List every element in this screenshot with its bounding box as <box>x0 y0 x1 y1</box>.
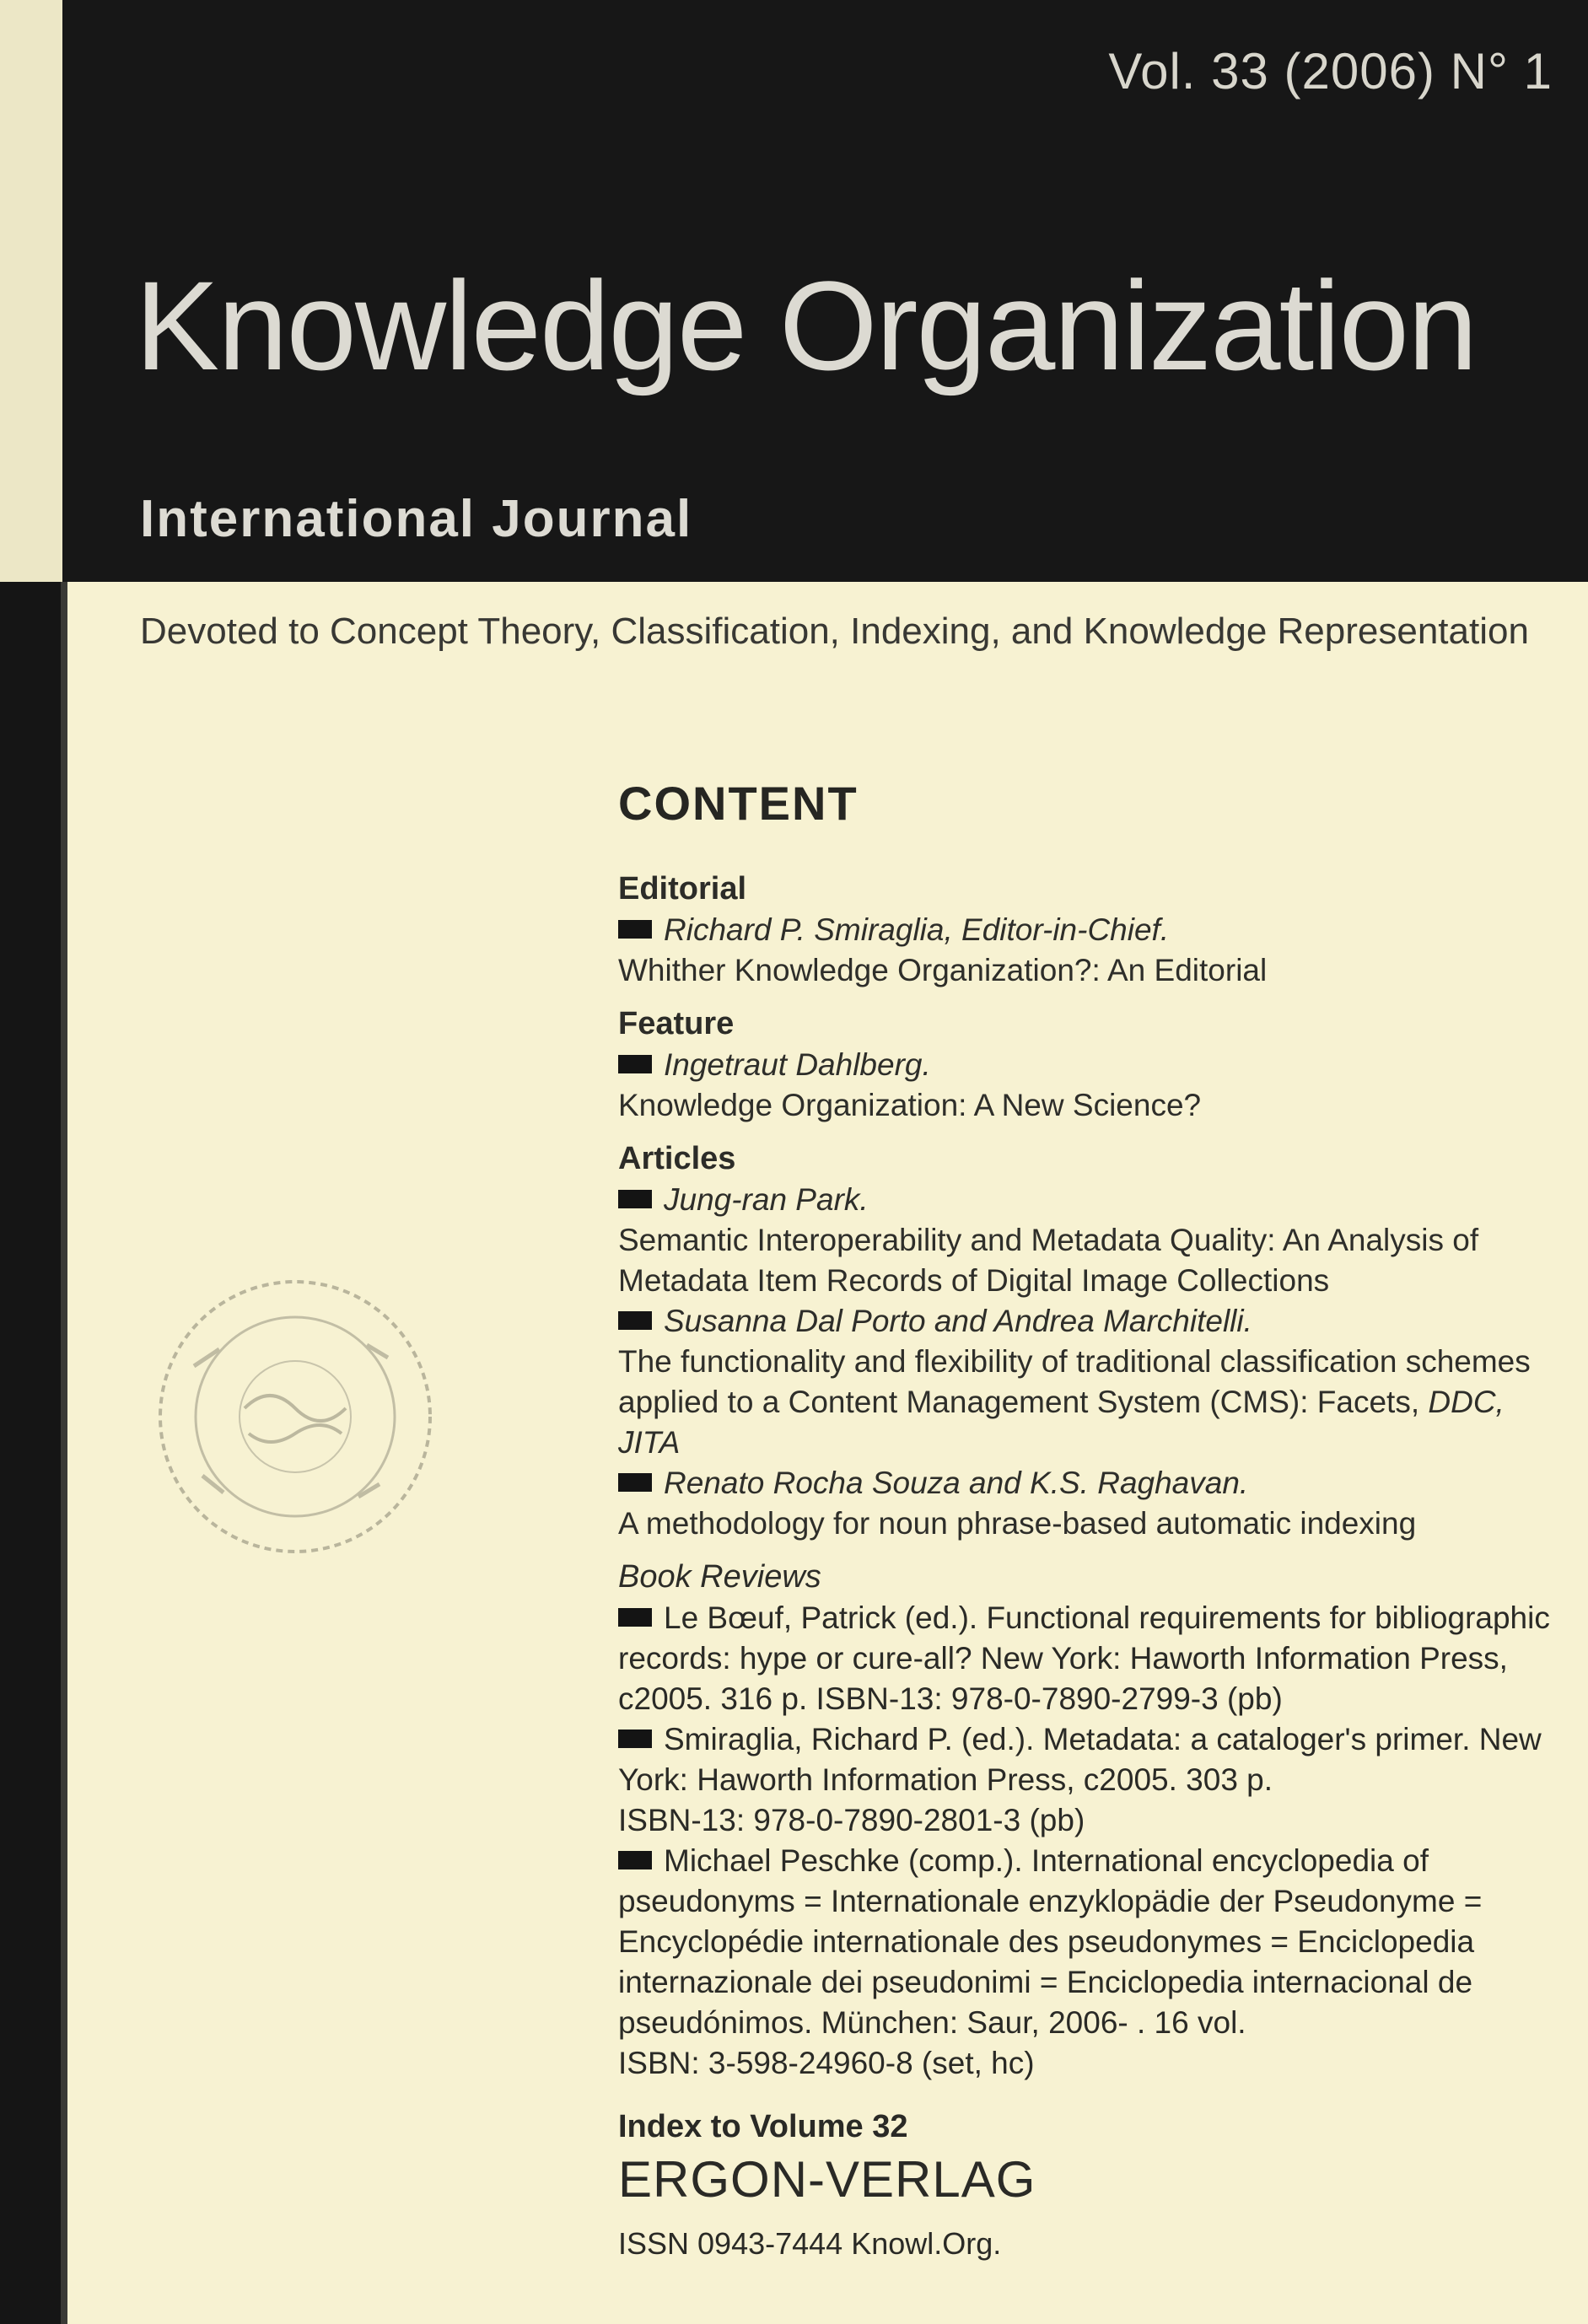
bullet-icon <box>618 1055 652 1073</box>
author-name: Susanna Dal Porto and Andrea Marchitelli. <box>664 1304 1252 1338</box>
cover-header <box>62 0 1588 582</box>
review-line <box>618 1598 1571 1638</box>
section-title: Book Reviews <box>618 1559 821 1595</box>
review-line: Encyclopédie internationale des pseudonymes = Enciclopedia <box>618 1924 1475 1959</box>
publisher-name: ERGON-VERLAG <box>618 2151 1036 2208</box>
bullet-icon <box>618 1190 652 1208</box>
bullet-icon <box>618 1851 652 1869</box>
entry-title: Whither Knowledge Organization?: An Editorial <box>618 953 1268 987</box>
section-feature <box>618 1003 1571 1126</box>
entry-title: Semantic Interoperability and Metadata Quality: An Analysis of <box>618 1223 1479 1257</box>
section-editorial <box>618 868 1571 991</box>
review-line: pseudónimos. München: Saur, 2006- . 16 vol. <box>618 2005 1246 2040</box>
entry-title: A methodology for noun phrase-based automatic indexing <box>618 1506 1417 1541</box>
stamp-icon <box>143 1265 447 1568</box>
scan-edge-dark <box>0 582 67 2324</box>
journal-tagline: Devoted to Concept Theory, Classification, Indexing, and Knowledge Representation <box>140 611 1529 652</box>
content-heading: CONTENT <box>618 777 859 830</box>
section-title: Feature <box>618 1006 735 1041</box>
author-name: Richard P. Smiraglia, Editor-in-Chief. <box>664 912 1170 947</box>
review-line <box>618 1719 1571 1760</box>
review-line: c2005. 316 p. ISBN-13: 978-0-7890-2799-3 (pb) <box>618 1681 1283 1716</box>
entry-title-text: applied to a Content Management System (CMS): Facets, <box>618 1385 1429 1419</box>
entry-title: Metadata Item Records of Digital Image Collections <box>618 1263 1330 1298</box>
bullet-icon <box>618 1608 652 1627</box>
review-text: Michael Peschke (comp.). International encyclopedia of <box>664 1843 1429 1878</box>
entry-author <box>618 1463 1571 1504</box>
journal-title: Knowledge Organization <box>135 255 1477 396</box>
section-articles <box>618 1138 1571 1544</box>
bullet-icon <box>618 920 652 939</box>
review-line <box>618 1841 1571 1881</box>
entry-author <box>618 1045 1571 1085</box>
bullet-icon <box>618 1473 652 1492</box>
section-book-reviews <box>618 1556 1571 2084</box>
entry-title: The functionality and flexibility of traditional classification schemes <box>618 1344 1531 1379</box>
review-line: ISBN: 3-598-24960-8 (set, hc) <box>618 2046 1035 2080</box>
author-name: Renato Rocha Souza and K.S. Raghavan. <box>664 1466 1249 1500</box>
section-title: Editorial <box>618 871 747 906</box>
library-stamp <box>143 1265 447 1568</box>
review-line: York: Haworth Information Press, c2005. 303 p. <box>618 1762 1273 1797</box>
author-name: Jung-ran Park. <box>664 1182 869 1217</box>
review-line: ISBN-13: 978-0-7890-2801-3 (pb) <box>618 1803 1085 1837</box>
review-text: Le Bœuf, Patrick (ed.). Functional requirements for bibliographic <box>664 1600 1550 1635</box>
section-title: Articles <box>618 1141 736 1176</box>
entry-author <box>618 1301 1571 1342</box>
author-name: Ingetraut Dahlberg. <box>664 1047 931 1082</box>
review-line: records: hype or cure-all? New York: Haworth Information Press, <box>618 1641 1508 1676</box>
entry-author <box>618 910 1571 950</box>
entry-title: Knowledge Organization: A New Science? <box>618 1088 1202 1122</box>
review-text: Smiraglia, Richard P. (ed.). Metadata: a cataloger's primer. New <box>664 1722 1542 1756</box>
volume-number: Vol. 33 (2006) N° 1 <box>1108 43 1553 100</box>
entry-title-italic: DDC, JITA <box>618 1385 1505 1460</box>
index-entry: Index to Volume 32 <box>618 2109 908 2144</box>
issn-line: ISSN 0943-7444 Knowl.Org. <box>618 2226 1002 2261</box>
bullet-icon <box>618 1730 652 1748</box>
entry-title <box>618 1382 1571 1463</box>
journal-subtitle: International Journal <box>140 490 693 548</box>
review-line: internazionale dei pseudonimi = Enciclopedia internacional de <box>618 1965 1473 1999</box>
entry-author <box>618 1180 1571 1220</box>
scan-edge-light <box>0 0 62 582</box>
review-line: pseudonyms = Internationale enzyklopädie der Pseudonyme = <box>618 1884 1483 1918</box>
table-of-contents <box>618 776 1571 2148</box>
bullet-icon <box>618 1311 652 1330</box>
